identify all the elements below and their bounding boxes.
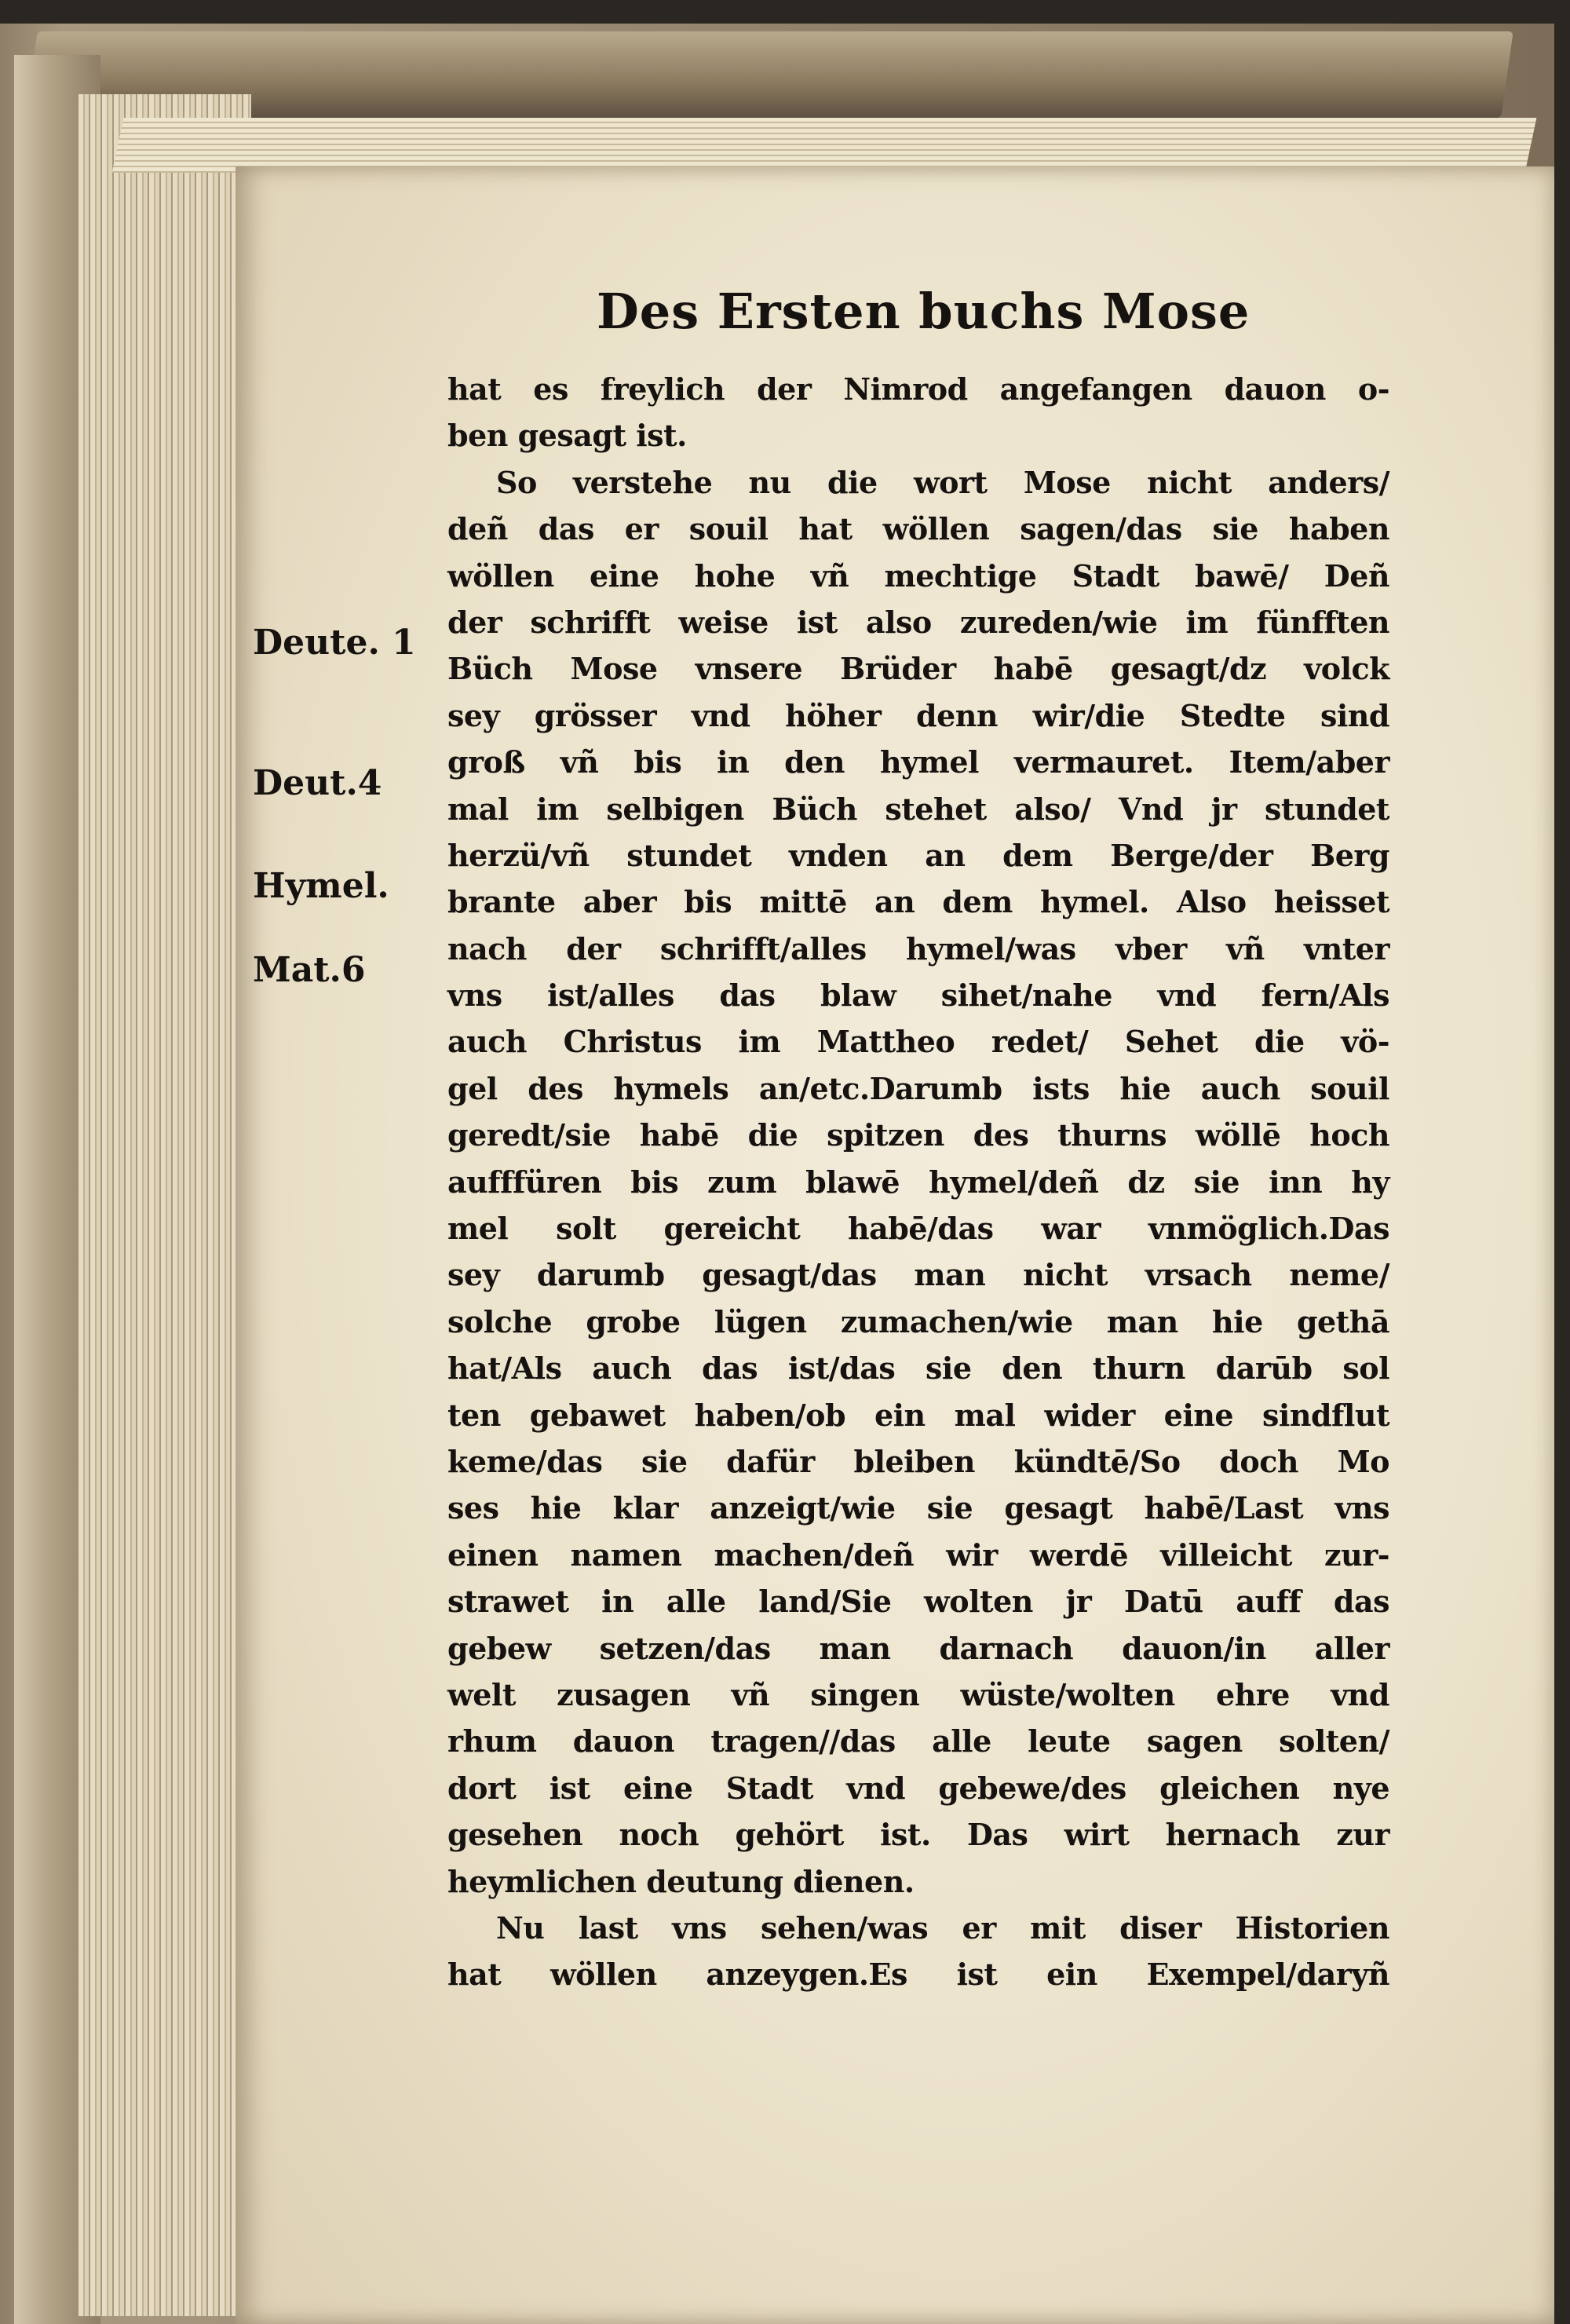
text-line: hat wöllen anzeygen.Es ist ein Exempel/daryñ <box>447 1957 1389 1993</box>
text-line: So verstehe nu die wort Mose nicht anders/ <box>496 464 1389 500</box>
margin-note-hymel: Hymel. <box>253 866 389 906</box>
text-line: sey darumb gesagt/das man nicht vrsach neme/ <box>447 1257 1389 1293</box>
text-line: groß vñ bis in den hymel vermauret. Item/aber <box>447 744 1389 780</box>
text-line: der schrifft weise ist also zureden/wie im fünfften <box>447 604 1389 640</box>
text-line: solche grobe lügen zumachen/wie man hie gethā <box>447 1303 1389 1339</box>
text-line: vns ist/alles das blaw sihet/nahe vnd fern/Als <box>447 977 1389 1014</box>
text-line: Büch Mose vnsere Brüder habē gesagt/dz volck <box>447 651 1389 687</box>
text-line: auch Christus im Mattheo redet/ Sehet die vö- <box>447 1024 1389 1060</box>
margin-note-deute-1: Deute. 1 <box>253 623 416 663</box>
text-line: aufffüren bis zum blawē hymel/deñ dz sie inn hy <box>447 1164 1389 1200</box>
text-line: wöllen eine hohe vñ mechtige Stadt bawē/ Deñ <box>447 557 1389 594</box>
text-line: brante aber bis mittē an dem hymel. Also heisset <box>447 884 1389 920</box>
body-text <box>447 366 1389 1998</box>
text-line: Nu last vns sehen/was er mit diser Historien <box>496 1909 1389 1946</box>
margin-note-deut-4: Deut.4 <box>253 763 382 803</box>
text-line: ses hie klar anzeigt/wie sie gesagt habē/Last vns <box>447 1490 1389 1526</box>
text-line: gesehen noch gehört ist. Das wirt hernach zur <box>447 1817 1389 1853</box>
page-edges-left <box>78 94 251 2316</box>
text-line: mel solt gereicht habē/das war vnmöglich.Das <box>447 1211 1389 1247</box>
text-line: rhum dauon tragen//das alle leute sagen solten/ <box>447 1723 1389 1759</box>
text-line: sey grösser vnd höher denn wir/die Stedte sind <box>447 697 1389 733</box>
text-line: strawet in alle land/Sie wolten jr Datū auff das <box>447 1584 1389 1620</box>
text-line: hat es freylich der Nimrod angefangen dauon o- <box>447 371 1389 407</box>
page-edges-top <box>112 118 1537 173</box>
text-line: ten gebawet haben/ob ein mal wider eine sindflut <box>447 1397 1389 1433</box>
text-line: herzü/vñ stundet vnden an dem Berge/der Berg <box>447 837 1389 873</box>
text-line: keme/das sie dafür bleiben kündtē/So doch Mo <box>447 1443 1389 1479</box>
text-line: gebew setzen/das man darnach dauon/in aller <box>447 1630 1389 1666</box>
text-line: mal im selbigen Büch stehet also/ Vnd jr stundet <box>447 791 1389 827</box>
text-line: ben gesagt ist. <box>447 418 687 454</box>
text-line: geredt/sie habē die spitzen des thurns wöllē hoch <box>447 1117 1389 1153</box>
text-line: nach der schrifft/alles hymel/was vber vñ vnter <box>447 930 1389 967</box>
text-line: gel des hymels an/etc.Darumb ists hie auch souil <box>447 1070 1389 1106</box>
margin-note-mat-6: Mat.6 <box>253 950 366 990</box>
text-line: einen namen machen/deñ wir werdē villeicht zur- <box>447 1537 1389 1573</box>
text-line: heymlichen deutung dienen. <box>447 1863 915 1899</box>
text-line: deñ das er souil hat wöllen sagen/das sie haben <box>447 511 1389 547</box>
text-line: hat/Als auch das ist/das sie den thurn darūb sol <box>447 1350 1389 1387</box>
running-head: Des Ersten buchs Mose <box>597 283 1251 340</box>
text-line: welt zusagen vñ singen wüste/wolten ehre vnd <box>447 1676 1389 1712</box>
text-line: dort ist eine Stadt vnd gebewe/des gleichen nye <box>447 1770 1389 1806</box>
